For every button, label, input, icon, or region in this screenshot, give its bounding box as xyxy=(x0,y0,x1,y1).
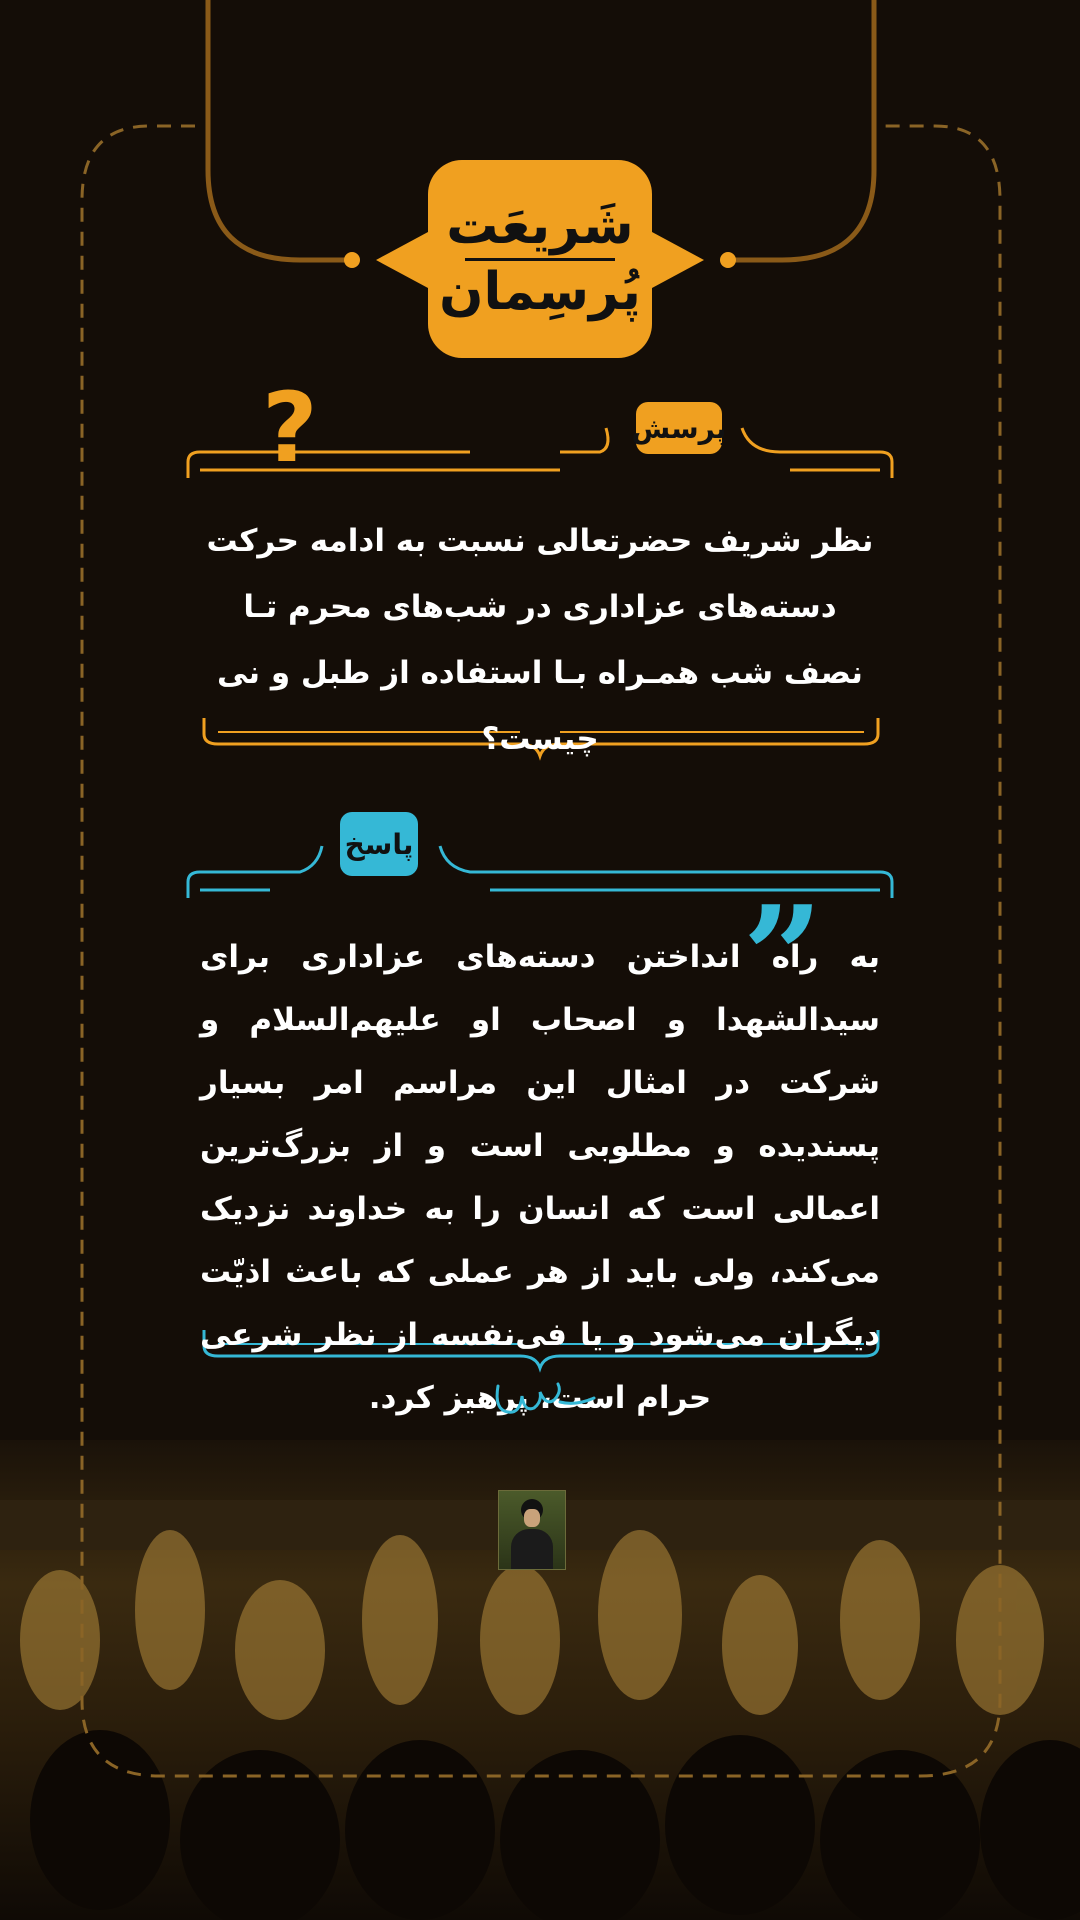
quote-mark-icon: „ xyxy=(745,796,826,960)
signature xyxy=(490,1372,600,1422)
question-mark-icon: ? xyxy=(262,372,318,484)
answer-text: به راه انداختن دسته‌های عزاداری برای سیدالشهدا و اصحاب او علیهم‌السلام و شرکت در امثال این مراسم امر بسیار پسندیده و مطلوبی است و از بزرگ‌ترین اعمالی است که انسان را به خداوند نزدیک می‌کند، ولی باید از هر عملی که باعث اذیّت دیگران می‌شود و یا فی‌نفسه از نظر شرعی حرام است، پرهیز کرد. xyxy=(200,939,880,1416)
question-text: نظر شریف حضرتعالی نسبت به ادامه حرکت دسته‌های عزاداری در شب‌های محرم تـا نصف شب همـراه بـا استفاده از طبل و نی چیست؟ xyxy=(206,523,874,757)
portrait-image xyxy=(498,1490,566,1570)
sharia-porseman-logo xyxy=(428,160,652,358)
question-tag: پرسش xyxy=(636,402,722,454)
logo-divider xyxy=(465,258,615,261)
answer-tag: پاسخ xyxy=(340,812,418,876)
logo-line-1: شَریعَت xyxy=(446,195,634,256)
logo-line-2: پُرسِمان xyxy=(439,261,641,322)
